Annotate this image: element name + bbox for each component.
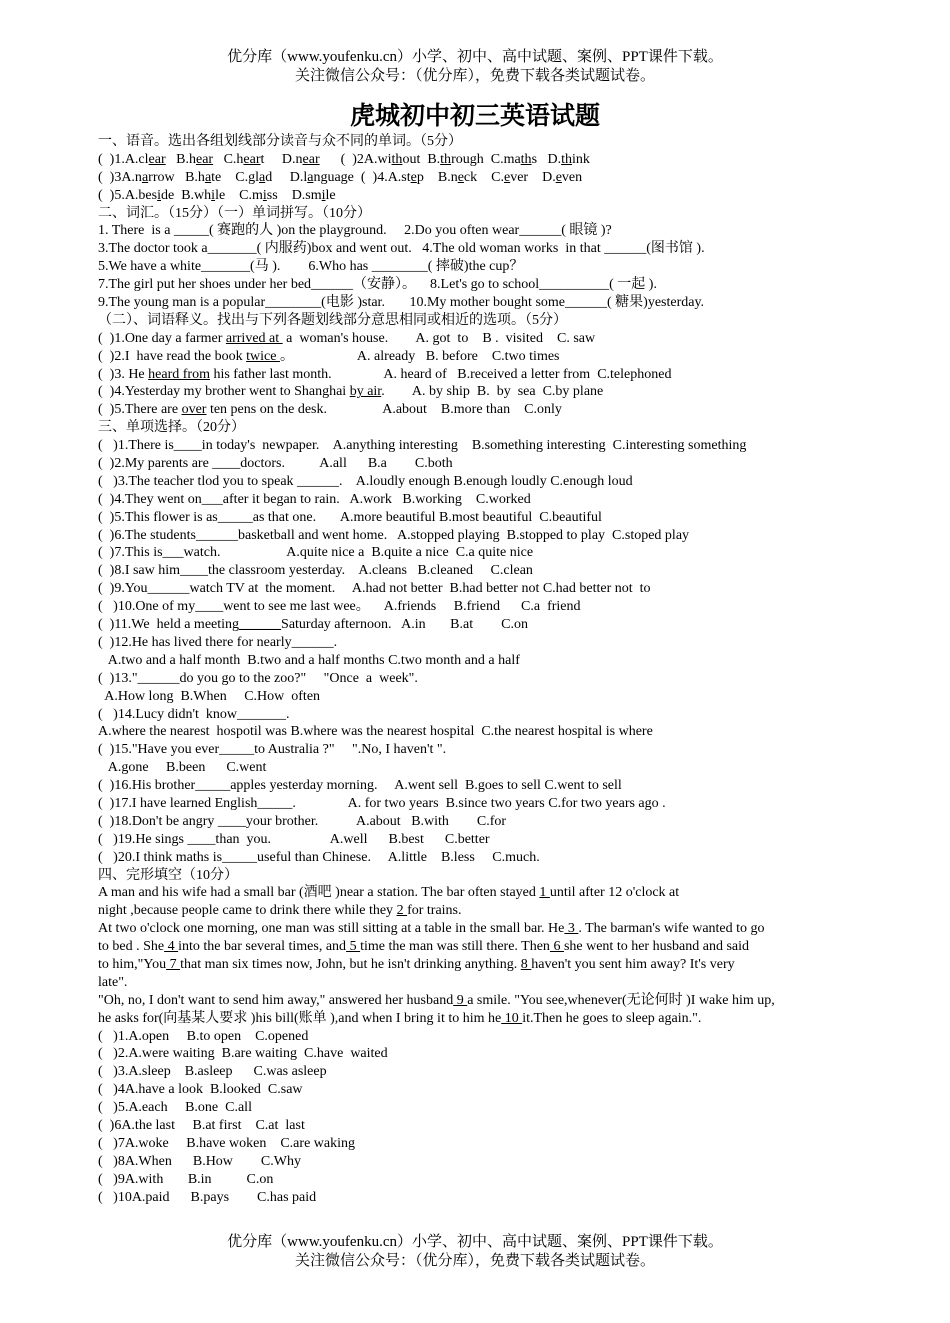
exam-line: ( )5.This flower is as_____as that one. A.more beautiful B.most beautiful C.beautiful	[98, 509, 602, 525]
exam-line: A.where the nearest hospotil was B.where was the nearest hospital C.the nearest hospital is where	[98, 724, 653, 740]
exam-line: 四、完形填空（10分）	[98, 867, 238, 883]
footer-line-1: 优分库（www.youfenku.cn）小学、初中、高中试题、案例、PPT课件下载。	[227, 1234, 723, 1250]
exam-line: ( )6A.the last B.at first C.at last	[98, 1117, 305, 1133]
exam-line: to bed . She 4 into the bar several times, and 5 time the man was still there. Then 6 she went to her husband and said	[98, 939, 750, 955]
exam-line: ( )14.Lucy didn't know_______.	[98, 706, 290, 722]
exam-line: ( )3A.narrow B.hate C.glad D.language ( )4.A.step B.neck C.ever D.even	[98, 169, 583, 185]
header-line-2: 关注微信公众号：（优分库），免费下载各类试题试卷。	[294, 68, 655, 84]
exam-line: ( )5.A.each B.one C.all	[98, 1100, 252, 1116]
exam-line: At two o'clock one morning, one man was still sitting at a table in the small bar. He 3 . The barman's wife wanted to go	[98, 921, 765, 937]
exam-line: ( )3.The teacher tlod you to speak ______. A.loudly enough B.enough loudly C.enough loud	[98, 473, 633, 489]
exam-line: ( )9A.with B.in C.on	[98, 1171, 274, 1187]
exam-line: ( )9.You______watch TV at the moment. A.had not better B.had better not C.had better not to	[98, 581, 651, 597]
exam-line: A.gone B.been C.went	[98, 760, 267, 776]
exam-line: 三、单项选择。（20分）	[98, 420, 245, 436]
exam-line: ( )4.They went on___after it began to rain. A.work B.working C.worked	[98, 491, 531, 507]
exam-line: 7.The girl put her shoes under her bed______（安静）。 8.Let's go to school__________( 一起 ).	[98, 277, 657, 293]
exam-line: ( )11.We held a meeting______Saturday afternoon. A.in B.at C.on	[98, 617, 528, 633]
exam-line: A.How long B.When C.How often	[98, 688, 321, 704]
exam-line: ( )13."______do you go to the zoo?" "Once a week".	[98, 670, 418, 686]
exam-content	[98, 133, 868, 1206]
exam-line: ( )4.Yesterday my brother went to Shanghai by air. A. by ship B. by sea C.by plane	[98, 384, 604, 400]
page-footer	[0, 1233, 950, 1271]
exam-line: night ,because people came to drink there while they 2 for trains.	[98, 903, 462, 919]
exam-line: ( )5.There are over ten pens on the desk. A.about B.more than C.only	[98, 402, 562, 418]
exam-line: late".	[98, 974, 128, 990]
exam-line: ( )3.A.sleep B.asleep C.was asleep	[98, 1064, 327, 1080]
exam-line: ( )16.His brother_____apples yesterday morning. A.went sell B.goes to sell C.went to sell	[98, 778, 622, 794]
exam-line: ( )6.The students______basketball and went home. A.stopped playing B.stopped to play C.stoped play	[98, 527, 690, 543]
exam-line: ( )15."Have you ever_____to Australia ?" ".No, I haven't ".	[98, 742, 447, 758]
exam-line: ( )3. He heard from his father last month. A. heard of B.received a letter from C.telephoned	[98, 366, 672, 382]
exam-line: ( )2.I have read the book twice 。 A. already B. before C.two times	[98, 348, 560, 364]
exam-line: 1. There is a _____( 赛跑的人 )on the playground. 2.Do you often wear______( 眼镜 )?	[98, 223, 612, 239]
exam-line: ( )5.A.beside B.while C.miss D.smile	[98, 187, 336, 203]
exam-line: ( )2.My parents are ____doctors. A.all B.a C.both	[98, 456, 453, 472]
exam-line: A man and his wife had a small bar (酒吧 )near a station. The bar often stayed 1 until after 12 o'clock at	[98, 885, 680, 901]
exam-line: ( )1.A.open B.to open C.opened	[98, 1028, 309, 1044]
exam-line: ( )7A.woke B.have woken C.are waking	[98, 1135, 355, 1151]
exam-title: 虎城初中初三英语试题	[349, 101, 600, 130]
exam-line: ( )18.Don't be angry ____your brother. A.about B.with C.for	[98, 813, 507, 829]
exam-line: ( )19.He sings ____than you. A.well B.best C.better	[98, 831, 490, 847]
footer-line-2: 关注微信公众号：（优分库），免费下载各类试题试卷。	[294, 1253, 655, 1269]
exam-line: ( )8A.When B.How C.Why	[98, 1153, 301, 1169]
exam-line: 一、语音。选出各组划线部分读音与众不同的单词。（5分）	[98, 134, 462, 149]
exam-line: ( )1.A.clear B.hear C.heart D.near ( )2A.without B.through C.maths D.think	[98, 151, 590, 167]
exam-line: ( )12.He has lived there for nearly______.	[98, 634, 338, 650]
exam-line: ( )1.One day a farmer arrived at a woman's house. A. got to B . visited C. saw	[98, 330, 596, 346]
exam-line: A.two and a half month B.two and a half months C.two month and a half	[98, 652, 520, 668]
page-header	[0, 48, 950, 86]
exam-line: ( )4A.have a look B.looked C.saw	[98, 1082, 303, 1098]
exam-line: ( )2.A.were waiting B.are waiting C.have waited	[98, 1046, 388, 1062]
exam-line: he asks for(向基某人要求 )his bill(账单 ),and when I bring it to him he 10 it.Then he goes to sleep again.".	[98, 1010, 702, 1026]
exam-line: ( )20.I think maths is_____useful than Chinese. A.little B.less C.much.	[98, 849, 540, 865]
exam-line: "Oh, no, I don't want to send him away," answered her husband 9 a smile. "You see,whenever(无论何时 )I wake him up,	[98, 992, 775, 1008]
exam-line: ( )10A.paid B.pays C.has paid	[98, 1189, 317, 1205]
exam-line: to him,"You 7 that man six times now, John, but he isn't drinking anything. 8 haven't you sent him away? It's very	[98, 956, 735, 972]
exam-line: ( )10.One of my____went to see me last wee。 A.friends B.friend C.a friend	[98, 599, 581, 615]
exam-line: 二、词汇。（15分）（一）单词拼写。（10分）	[98, 205, 371, 221]
exam-line: ( )7.This is___watch. A.quite nice a B.quite a nice C.a quite nice	[98, 545, 534, 561]
header-line-1: 优分库（www.youfenku.cn）小学、初中、高中试题、案例、PPT课件下载。	[227, 49, 723, 65]
exam-line: ( )1.There is____in today's newpaper. A.anything interesting B.something interesting C.interesting something	[98, 438, 747, 454]
exam-line: 3.The doctor took a_______( 内服药)box and went out. 4.The old woman works in that ______(图书馆 ).	[98, 241, 705, 257]
exam-line: （二）、词语释义。找出与下列各题划线部分意思相同或相近的选项。（5分）	[98, 312, 567, 328]
exam-line: 9.The young man is a popular________(电影 )star. 10.My mother bought some______( 糖果)yesterday.	[98, 295, 705, 311]
exam-line: ( )8.I saw him____the classroom yesterday. A.cleans B.cleaned C.clean	[98, 563, 533, 579]
exam-line: ( )17.I have learned English_____. A. for two years B.since two years C.for two years ago .	[98, 795, 666, 811]
exam-line: 5.We have a white_______(马 ). 6.Who has ________( 摔破)the cup？	[98, 259, 524, 275]
